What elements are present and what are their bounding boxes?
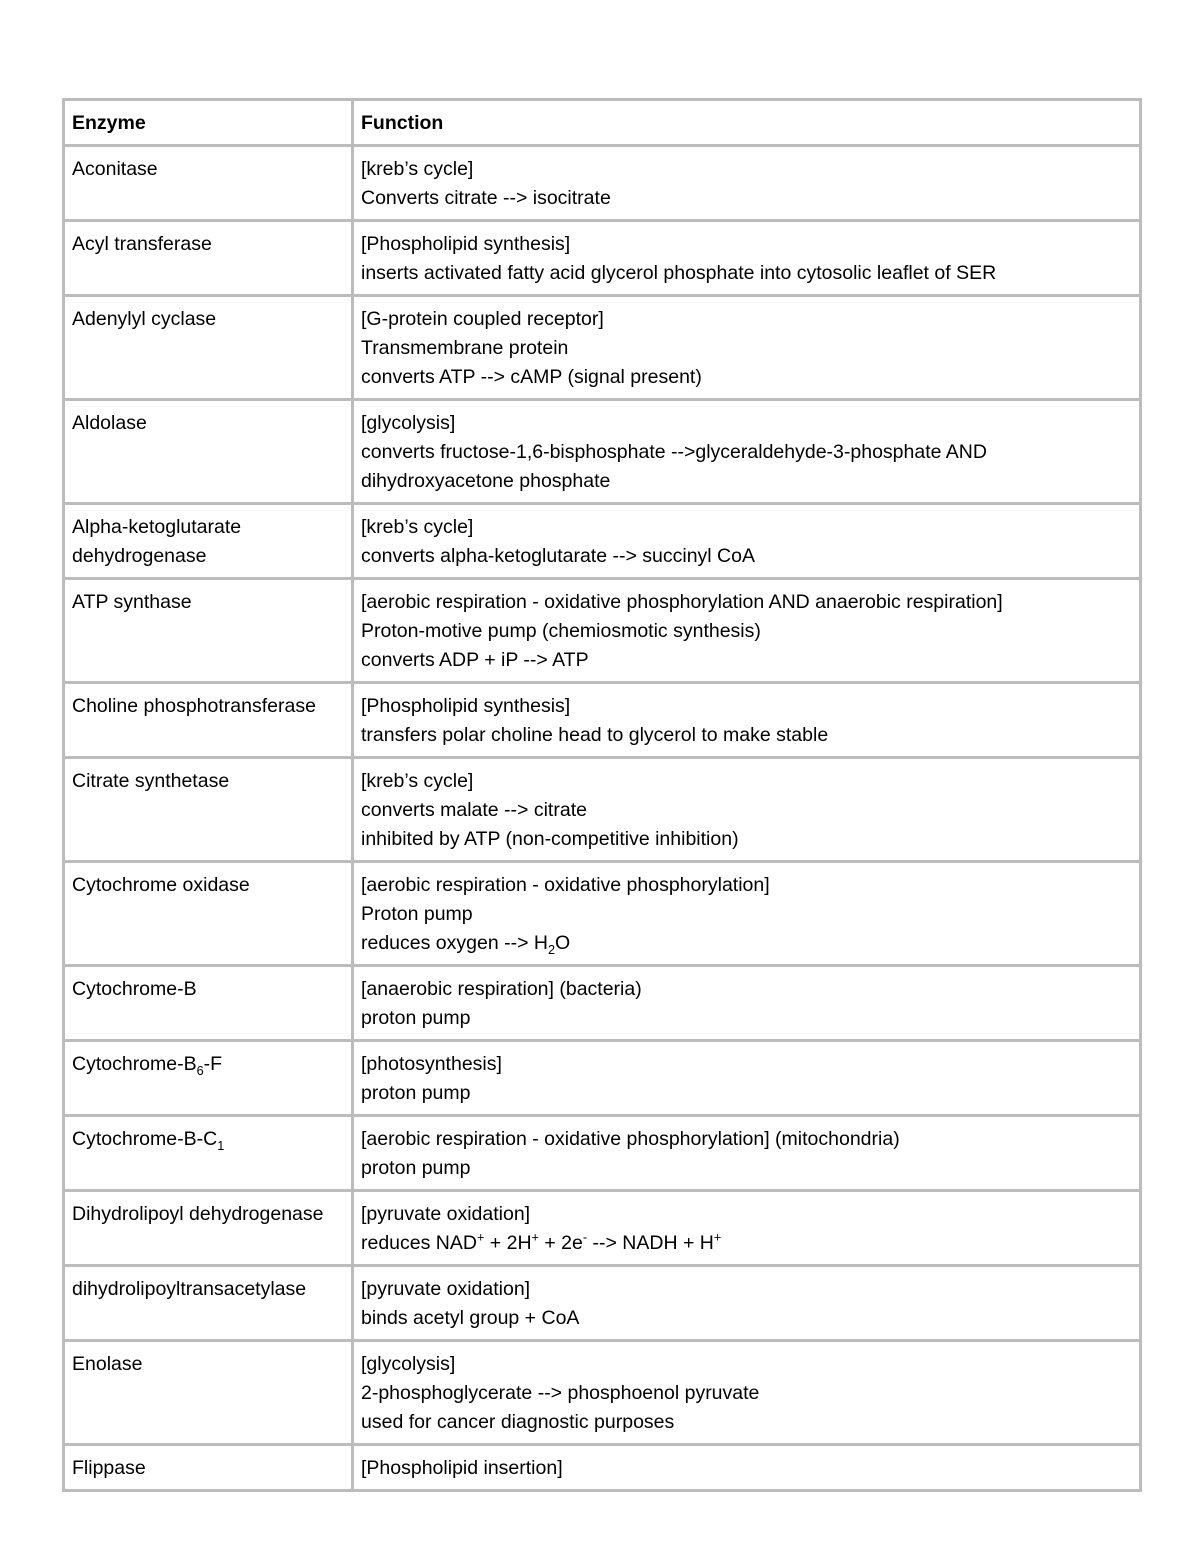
text-segment: + 2e xyxy=(538,1232,583,1254)
function-line xyxy=(361,155,1132,184)
function-cell xyxy=(353,1341,1141,1445)
text-segment: Flippase xyxy=(72,1457,146,1479)
enzyme-name xyxy=(72,513,344,571)
table-row xyxy=(64,1041,1141,1116)
function-cell xyxy=(353,296,1141,400)
enzyme-column-header: Enzyme xyxy=(64,100,353,146)
text-segment: inserts activated fatty acid glycerol phosphate into cytosolic leaflet of SER xyxy=(361,262,997,284)
table-body xyxy=(64,146,1141,1491)
text-segment: Converts citrate --> isocitrate xyxy=(361,187,611,209)
function-line xyxy=(361,1229,1132,1258)
text-segment: proton pump xyxy=(361,1007,471,1029)
subscript-text: 1 xyxy=(217,1138,225,1153)
enzyme-name xyxy=(72,1050,344,1079)
enzyme-name xyxy=(72,1275,344,1304)
table-row xyxy=(64,296,1141,400)
text-segment: [aerobic respiration - oxidative phosphorylation] (mitochondria) xyxy=(361,1128,900,1150)
function-line xyxy=(361,1454,1132,1483)
text-segment: Proton-motive pump (chemiosmotic synthesis) xyxy=(361,620,761,642)
function-line xyxy=(361,230,1132,259)
enzyme-cell xyxy=(64,1266,353,1341)
function-line xyxy=(361,542,1132,571)
function-line xyxy=(361,871,1132,900)
table-row xyxy=(64,862,1141,966)
table-row xyxy=(64,146,1141,221)
text-segment: reduces oxygen --> H xyxy=(361,932,548,954)
text-segment: Acyl transferase xyxy=(72,233,212,255)
function-line xyxy=(361,1304,1132,1333)
text-segment: Citrate synthetase xyxy=(72,770,230,792)
text-segment: converts fructose-1,6-bisphosphate -->glyceraldehyde-3-phosphate AND xyxy=(361,441,987,463)
table-header-row xyxy=(64,100,1141,146)
function-line xyxy=(361,513,1132,542)
enzyme-cell xyxy=(64,1116,353,1191)
text-segment: [kreb’s cycle] xyxy=(361,770,474,792)
table-row xyxy=(64,966,1141,1041)
text-segment: converts alpha-ketoglutarate --> succinyl CoA xyxy=(361,545,755,567)
enzyme-cell xyxy=(64,1191,353,1266)
table-row xyxy=(64,400,1141,504)
function-line xyxy=(361,1408,1132,1437)
text-segment: converts ADP + iP --> ATP xyxy=(361,649,589,671)
function-cell xyxy=(353,1266,1141,1341)
text-segment: [glycolysis] xyxy=(361,1353,456,1375)
function-line xyxy=(361,692,1132,721)
text-segment: inhibited by ATP (non-competitive inhibition) xyxy=(361,828,739,850)
text-segment: [aerobic respiration - oxidative phosphorylation] xyxy=(361,874,770,896)
superscript-text: + xyxy=(713,1230,722,1245)
enzyme-cell xyxy=(64,1341,353,1445)
text-segment: [kreb’s cycle] xyxy=(361,516,474,538)
function-line xyxy=(361,438,1132,467)
function-line xyxy=(361,588,1132,617)
text-segment: O xyxy=(555,932,571,954)
enzyme-cell xyxy=(64,221,353,296)
function-line xyxy=(361,900,1132,929)
enzyme-cell xyxy=(64,296,353,400)
enzyme-name xyxy=(72,871,344,900)
text-segment: proton pump xyxy=(361,1082,471,1104)
text-segment: [photosynthesis] xyxy=(361,1053,502,1075)
enzyme-cell xyxy=(64,758,353,862)
enzyme-name xyxy=(72,1200,344,1229)
text-segment: ATP synthase xyxy=(72,591,192,613)
text-segment: Proton pump xyxy=(361,903,473,925)
function-column-header: Function xyxy=(353,100,1141,146)
enzyme-cell xyxy=(64,579,353,683)
enzyme-cell xyxy=(64,966,353,1041)
text-segment: [kreb’s cycle] xyxy=(361,158,474,180)
text-segment: [Phospholipid synthesis] xyxy=(361,695,571,717)
text-segment: Cytochrome-B xyxy=(72,1053,197,1075)
text-segment: -F xyxy=(203,1053,223,1075)
function-line xyxy=(361,467,1132,496)
function-line xyxy=(361,1379,1132,1408)
function-line xyxy=(361,1050,1132,1079)
text-segment: Dihydrolipoyl dehydrogenase xyxy=(72,1203,324,1225)
text-segment: Cytochrome oxidase xyxy=(72,874,250,896)
function-cell xyxy=(353,1445,1141,1491)
function-cell xyxy=(353,400,1141,504)
function-line xyxy=(361,409,1132,438)
text-segment: Adenylyl cyclase xyxy=(72,308,217,330)
enzyme-cell xyxy=(64,683,353,758)
text-segment: reduces NAD xyxy=(361,1232,477,1254)
text-segment: [Phospholipid synthesis] xyxy=(361,233,571,255)
text-segment: Aldolase xyxy=(72,412,147,434)
enzyme-name xyxy=(72,155,344,184)
function-line xyxy=(361,617,1132,646)
function-line xyxy=(361,796,1132,825)
text-segment: transfers polar choline head to glycerol to make stable xyxy=(361,724,829,746)
function-line xyxy=(361,929,1132,958)
function-line xyxy=(361,259,1132,288)
text-segment: [anaerobic respiration] (bacteria) xyxy=(361,978,642,1000)
table-row xyxy=(64,1116,1141,1191)
text-segment: --> NADH + H xyxy=(587,1232,714,1254)
function-line xyxy=(361,305,1132,334)
enzyme-cell xyxy=(64,1445,353,1491)
function-line xyxy=(361,1004,1132,1033)
table-row xyxy=(64,1191,1141,1266)
text-segment: + 2H xyxy=(484,1232,532,1254)
text-segment: Alpha-ketoglutarate dehydrogenase xyxy=(72,516,242,567)
enzyme-name xyxy=(72,409,344,438)
enzyme-name xyxy=(72,975,344,1004)
table-row xyxy=(64,1266,1141,1341)
text-segment: [aerobic respiration - oxidative phosphorylation AND anaerobic respiration] xyxy=(361,591,1003,613)
enzyme-name xyxy=(72,1125,344,1154)
table-row xyxy=(64,504,1141,579)
text-segment: dihydrolipoyltransacetylase xyxy=(72,1278,307,1300)
function-line xyxy=(361,334,1132,363)
enzyme-cell xyxy=(64,504,353,579)
function-line xyxy=(361,721,1132,750)
function-cell xyxy=(353,683,1141,758)
function-cell xyxy=(353,1041,1141,1116)
enzyme-cell xyxy=(64,862,353,966)
function-line xyxy=(361,1154,1132,1183)
text-segment: [Phospholipid insertion] xyxy=(361,1457,563,1479)
function-line xyxy=(361,646,1132,675)
table-row xyxy=(64,221,1141,296)
superscript-text: + xyxy=(531,1230,539,1245)
superscript-text: + xyxy=(476,1230,485,1245)
enzyme-name xyxy=(72,1350,344,1379)
text-segment: Aconitase xyxy=(72,158,158,180)
function-line xyxy=(361,363,1132,392)
table-row xyxy=(64,683,1141,758)
enzyme-name xyxy=(72,692,344,721)
text-segment: converts ATP --> cAMP (signal present) xyxy=(361,366,702,388)
text-segment: Enolase xyxy=(72,1353,143,1375)
text-segment: dihydroxyacetone phosphate xyxy=(361,470,611,492)
enzyme-name xyxy=(72,230,344,259)
enzyme-cell xyxy=(64,1041,353,1116)
enzyme-cell xyxy=(64,146,353,221)
function-line xyxy=(361,1125,1132,1154)
function-line xyxy=(361,975,1132,1004)
superscript-text: - xyxy=(582,1230,588,1245)
text-segment: Cytochrome-B xyxy=(72,978,197,1000)
text-segment: 2-phosphoglycerate --> phosphoenol pyruvate xyxy=(361,1382,760,1404)
function-line xyxy=(361,1275,1132,1304)
function-line xyxy=(361,1200,1132,1229)
enzyme-function-table xyxy=(62,98,1142,1492)
table-row xyxy=(64,1341,1141,1445)
function-line xyxy=(361,184,1132,213)
text-segment: converts malate --> citrate xyxy=(361,799,587,821)
table-row xyxy=(64,758,1141,862)
function-cell xyxy=(353,1116,1141,1191)
table-row xyxy=(64,1445,1141,1491)
text-segment: [pyruvate oxidation] xyxy=(361,1278,531,1300)
function-cell xyxy=(353,221,1141,296)
function-cell xyxy=(353,146,1141,221)
text-segment: Transmembrane protein xyxy=(361,337,569,359)
text-segment: Choline phosphotransferase xyxy=(72,695,316,717)
enzyme-name xyxy=(72,767,344,796)
enzyme-name xyxy=(72,1454,344,1483)
enzyme-cell xyxy=(64,400,353,504)
function-cell xyxy=(353,862,1141,966)
subscript-text: 2 xyxy=(547,942,556,957)
text-segment: [G-protein coupled receptor] xyxy=(361,308,604,330)
function-line xyxy=(361,825,1132,854)
subscript-text: 6 xyxy=(196,1063,204,1078)
function-cell xyxy=(353,966,1141,1041)
function-cell xyxy=(353,504,1141,579)
text-segment: used for cancer diagnostic purposes xyxy=(361,1411,675,1433)
enzyme-name xyxy=(72,588,344,617)
text-segment: [glycolysis] xyxy=(361,412,456,434)
function-line xyxy=(361,767,1132,796)
text-segment: Cytochrome-B-C xyxy=(72,1128,218,1150)
function-line xyxy=(361,1079,1132,1108)
text-segment: binds acetyl group + CoA xyxy=(361,1307,580,1329)
table-row xyxy=(64,579,1141,683)
text-segment: proton pump xyxy=(361,1157,471,1179)
function-cell xyxy=(353,1191,1141,1266)
function-line xyxy=(361,1350,1132,1379)
enzyme-name xyxy=(72,305,344,334)
function-cell xyxy=(353,758,1141,862)
text-segment: [pyruvate oxidation] xyxy=(361,1203,531,1225)
function-cell xyxy=(353,579,1141,683)
